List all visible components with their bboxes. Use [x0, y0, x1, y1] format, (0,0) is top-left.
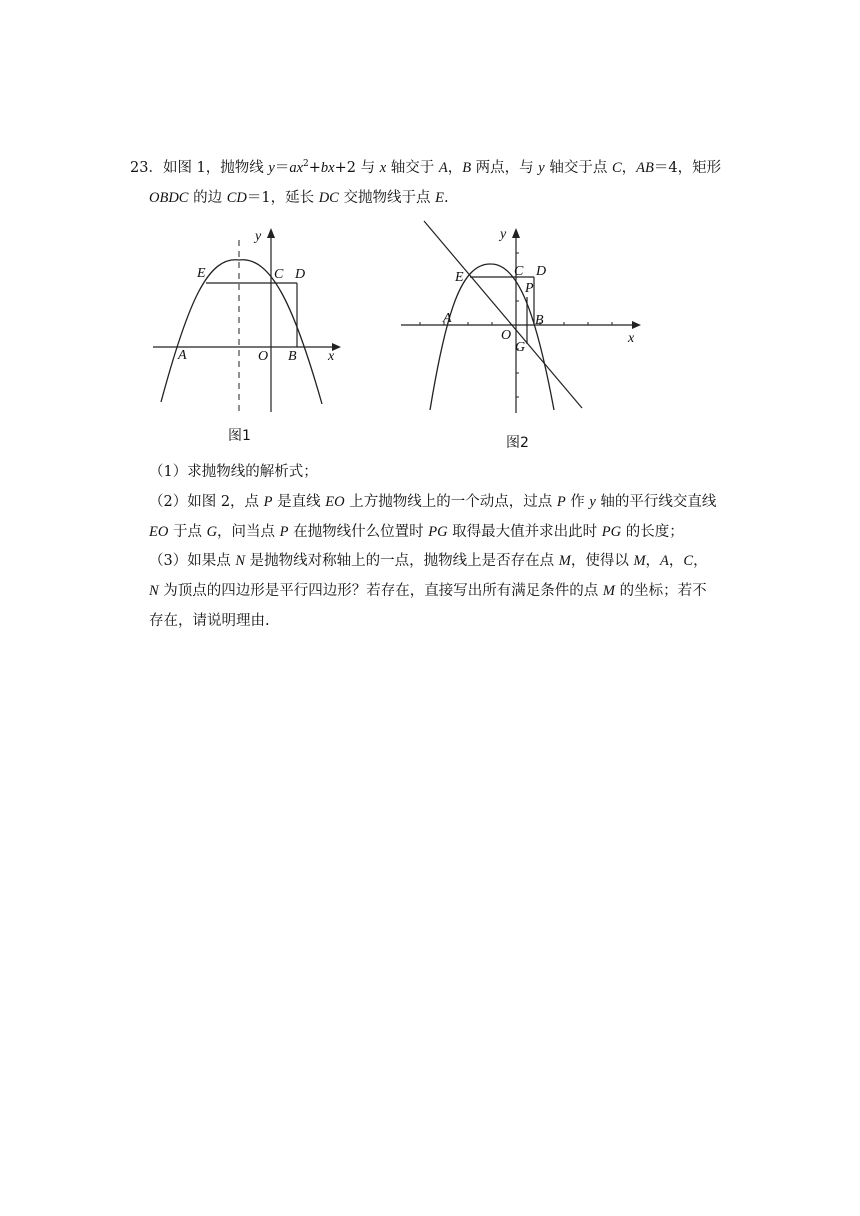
fig2-label-P: P — [525, 281, 534, 296]
y-axis-arrow-icon — [267, 228, 275, 238]
parabola — [430, 264, 554, 410]
fig1-label-A: A — [178, 348, 187, 363]
problem-line-1: 23．如图 1，抛物线 $y=ax^2+bx+2$ 与 x 轴交于 A，B 两点，与 y 轴交于点 C，AB＝4，矩形 — [130, 159, 722, 176]
fig1-label-O: O — [258, 349, 269, 364]
figure-2 — [396, 218, 646, 423]
problem-line-2: OBDC 的边 CD＝1，延长 DC 交抛物线于点 E. — [149, 190, 449, 206]
problem-number: 23． — [130, 160, 163, 176]
figure-1 — [148, 222, 348, 422]
fig2-label-x: x — [628, 331, 635, 346]
fig2-label-B: B — [535, 313, 544, 328]
fig1-label-C: C — [274, 267, 284, 282]
fig2-label-y: y — [500, 227, 507, 242]
fig1-label-D: D — [295, 267, 306, 282]
y-axis-arrow-icon — [512, 228, 520, 238]
part-2-line-1: （2）如图 2，点 P 是直线 EO 上方抛物线上的一个动点，过点 P 作 y 轴的平行线交直线 — [149, 494, 717, 510]
fig2-label-C: C — [514, 264, 524, 279]
fig1-label-y: y — [255, 229, 262, 244]
fig1-label-x: x — [328, 349, 335, 364]
part-1: （1）求抛物线的解析式； — [149, 464, 318, 480]
x-axis-arrow-icon — [632, 321, 641, 329]
fig2-label-D: D — [536, 264, 547, 279]
fig2-label-E: E — [455, 270, 464, 285]
fig1-label-E: E — [197, 266, 206, 281]
fig2-label-O: O — [501, 328, 512, 343]
part-2-line-2: EO 于点 G，问当点 P 在抛物线什么位置时 PG 取得最大值并求出此时 PG 的长度； — [149, 524, 684, 540]
fig2-label-G: G — [515, 340, 526, 355]
fig2-label-A: A — [443, 311, 452, 326]
fig1-label-B: B — [288, 349, 297, 364]
figure-2-caption: 图2 — [506, 435, 529, 451]
part-3-line-1: （3）如果点 N 是抛物线对称轴上的一点，抛物线上是否存在点 M，使得以 M，A，C， — [149, 553, 708, 569]
figure-1-caption: 图1 — [228, 428, 251, 444]
part-3-line-2: N 为顶点的四边形是平行四边形？若存在，直接写出所有满足条件的点 M 的坐标；若不 — [149, 583, 707, 599]
part-3-line-3: 存在，请说明理由. — [149, 613, 270, 629]
